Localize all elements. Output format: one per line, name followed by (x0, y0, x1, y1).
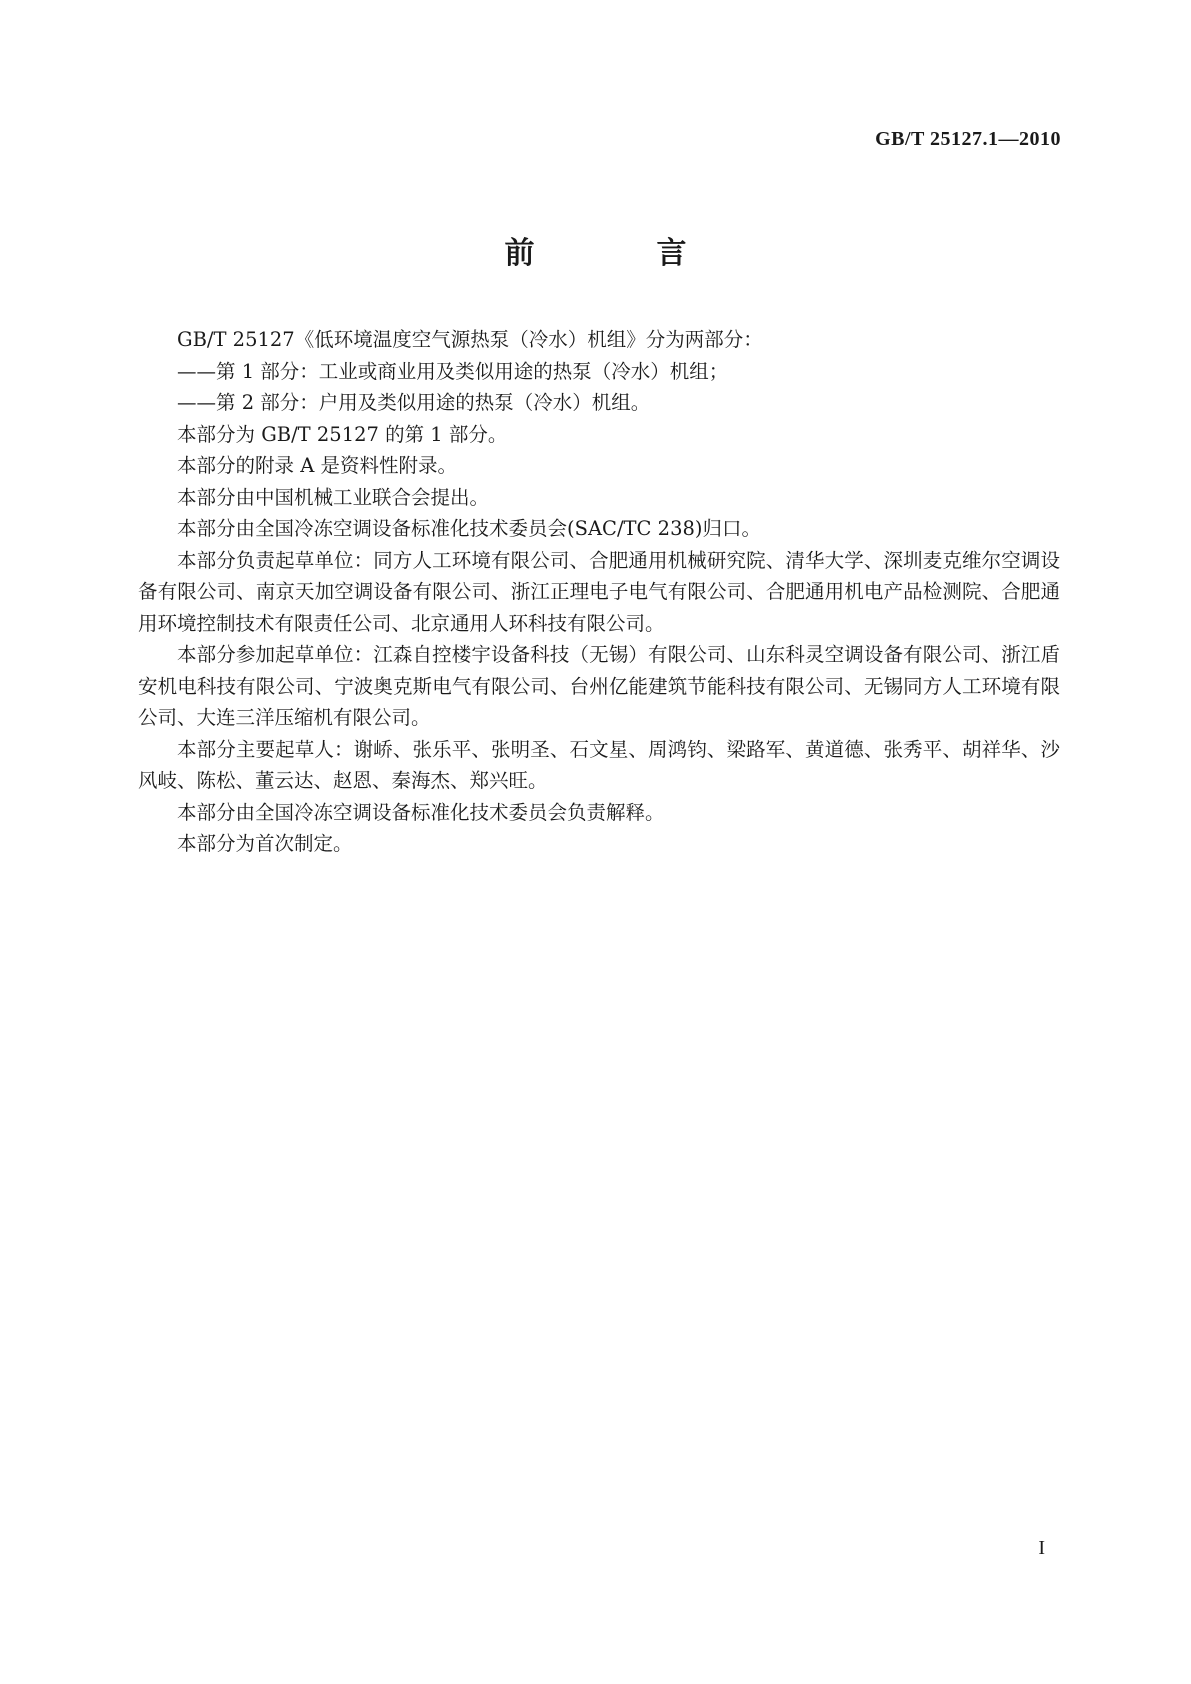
paragraph: 本部分负责起草单位：同方人工环境有限公司、合肥通用机械研究院、清华大学、深圳麦克维尔空调设备有限公司、南京天加空调设备有限公司、浙江正理电子电气有限公司、合肥通用机电产品检测院、合肥通用环境控制技术有限责任公司、北京通用人环科技有限公司。 (138, 548, 1060, 635)
paragraph: 本部分由全国冷冻空调设备标准化技术委员会(SAC/TC 238)归口。 (177, 517, 761, 540)
paragraph: 本部分主要起草人：谢峤、张乐平、张明圣、石文星、周鸿钧、梁路军、黄道德、张秀平、胡祥华、沙风岐、陈松、董云达、赵恩、秦海杰、郑兴旺。 (138, 737, 1060, 792)
paragraph: 本部分由全国冷冻空调设备标准化技术委员会负责解释。 (177, 800, 665, 824)
foreword-body (138, 324, 1060, 860)
paragraph: GB/T 25127《低环境温度空气源热泵（冷水）机组》分为两部分： (177, 328, 763, 351)
page-number: I (1038, 1537, 1045, 1559)
paragraph: 本部分由中国机械工业联合会提出。 (177, 485, 490, 509)
paragraph: 本部分参加起草单位：江森自控楼宇设备科技（无锡）有限公司、山东科灵空调设备有限公司、浙江盾安机电科技有限公司、宁波奥克斯电气有限公司、台州亿能建筑节能科技有限公司、无锡同方人工环境有限公司、大连三洋压缩机有限公司。 (138, 643, 1060, 729)
standard-code: GB/T 25127.1—2010 (875, 128, 1061, 150)
list-item: ——第 1 部分：工业或商业用及类似用途的热泵（冷水）机组； (177, 359, 729, 383)
paragraph: 本部分为 GB/T 25127 的第 1 部分。 (177, 422, 508, 446)
list-item: ——第 2 部分：户用及类似用途的热泵（冷水）机组。 (177, 391, 651, 414)
paragraph: 本部分的附录 A 是资料性附录。 (177, 454, 457, 477)
page-title: 前 言 (504, 236, 733, 271)
paragraph: 本部分为首次制定。 (177, 832, 353, 855)
